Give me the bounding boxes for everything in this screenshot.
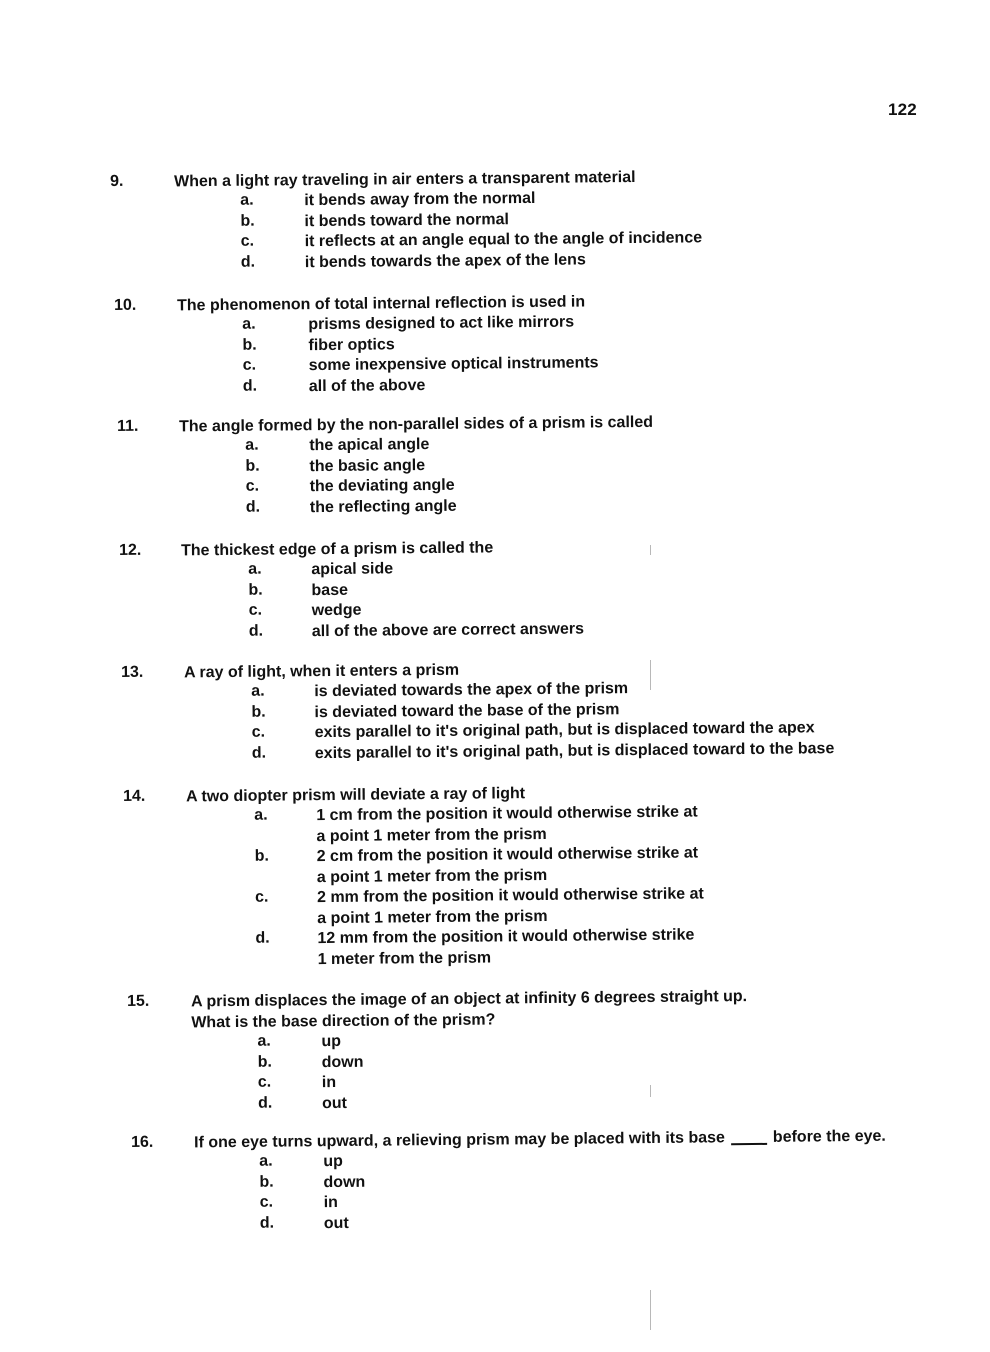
- option-text: it bends toward the normal: [304, 210, 510, 230]
- question-text: The angle formed by the non-parallel sides of a prism is called: [179, 413, 654, 436]
- option-letter: a.: [257, 1032, 271, 1050]
- option-letter: c.: [245, 477, 260, 495]
- option-text: base: [311, 581, 349, 599]
- question-number: 10.: [114, 296, 137, 314]
- option-text: all of the above are correct answers: [311, 620, 585, 640]
- question-15: [127, 985, 987, 1112]
- option-text: 1 cm from the position it would otherwise strike at: [316, 803, 698, 825]
- option-letter: b.: [248, 581, 263, 599]
- option-letter: b.: [251, 703, 266, 721]
- option-text: out: [321, 1094, 348, 1112]
- question-number: 13.: [121, 663, 144, 681]
- option-letter: c.: [254, 888, 269, 906]
- option-letter: d.: [251, 744, 267, 762]
- option-text: in: [321, 1073, 337, 1092]
- option-text: is deviated toward the base of the prism: [314, 700, 620, 721]
- option-letter: c.: [257, 1073, 272, 1091]
- question-number: 12.: [119, 541, 142, 559]
- question-text: A prism displaces the image of an object at infinity 6 degrees straight up.: [191, 988, 748, 1011]
- question-text: A ray of light, when it enters a prism: [184, 661, 460, 682]
- question-number: 14.: [123, 787, 146, 805]
- option-letter: a.: [259, 1152, 273, 1170]
- scan-speck: [650, 545, 651, 555]
- option-text: 2 cm from the position it would otherwise strike at: [316, 844, 699, 866]
- option-letter: d.: [248, 622, 264, 640]
- option-text-continued: a point 1 meter from the prism: [316, 825, 547, 845]
- option-text: 2 mm from the position it would otherwise strike at: [316, 885, 704, 907]
- option-text: is deviated towards the apex of the prism: [314, 680, 629, 701]
- option-letter: c.: [242, 356, 257, 374]
- option-text: the basic angle: [309, 456, 426, 475]
- question-9: [110, 165, 970, 271]
- question-number: 11.: [117, 417, 139, 435]
- option-text: the reflecting angle: [309, 497, 457, 516]
- option-text: up: [321, 1032, 342, 1051]
- option-letter: d.: [257, 1094, 273, 1112]
- option-text: in: [323, 1194, 338, 1212]
- option-text: down: [323, 1173, 366, 1191]
- option-letter: a.: [240, 191, 254, 209]
- option-text: wedge: [311, 601, 362, 620]
- option-letter: b.: [254, 847, 269, 865]
- question-14: [123, 780, 983, 968]
- scan-speck: [650, 1085, 651, 1097]
- option-text: fiber optics: [308, 335, 395, 354]
- question-text: When a light ray traveling in air enters a transparent material: [174, 168, 636, 191]
- option-letter: d.: [242, 377, 258, 395]
- question-13: [121, 656, 981, 762]
- option-letter: a.: [254, 806, 268, 824]
- question-text-after-blank: before the eye.: [772, 1127, 886, 1146]
- question-number: 16.: [131, 1133, 154, 1151]
- option-text: prisms designed to act like mirrors: [308, 313, 575, 334]
- option-text: the apical angle: [309, 436, 430, 455]
- option-letter: a.: [251, 682, 265, 700]
- option-text: 12 mm from the position it would otherwise strike: [317, 926, 695, 948]
- option-letter: d.: [240, 253, 256, 271]
- option-letter: d.: [245, 498, 261, 516]
- option-letter: b.: [242, 336, 257, 354]
- question-12: [119, 534, 979, 640]
- option-text: the deviating angle: [309, 476, 455, 496]
- option-letter: c.: [251, 723, 266, 741]
- option-text: some inexpensive optical instruments: [308, 354, 599, 375]
- question-text: A two diopter prism will deviate a ray of light: [186, 785, 526, 806]
- question-text-before-blank: If one eye turns upward, a relieving prism may be placed with its base: [194, 1129, 725, 1152]
- option-letter: c.: [248, 601, 263, 619]
- option-letter: b.: [240, 212, 255, 230]
- option-letter: a.: [242, 315, 256, 333]
- question-number: 15.: [127, 992, 150, 1010]
- option-text: exits parallel to it's original path, but is displaced toward to the base: [314, 739, 835, 762]
- option-text: all of the above: [308, 376, 426, 395]
- option-letter: c.: [259, 1193, 274, 1211]
- option-text-continued: a point 1 meter from the prism: [316, 866, 548, 886]
- option-text: exits parallel to it's original path, but is displaced toward the apex: [314, 719, 815, 742]
- scan-speck: [650, 1290, 651, 1330]
- option-text: up: [323, 1152, 343, 1171]
- question-number: 9.: [110, 172, 124, 190]
- option-letter: a.: [248, 560, 262, 578]
- option-text-continued: 1 meter from the prism: [317, 948, 492, 968]
- question-text-continued: What is the base direction of the prism?: [191, 1011, 496, 1032]
- option-letter: d.: [259, 1214, 275, 1232]
- answer-blank: [731, 1143, 767, 1145]
- question-text: The thickest edge of a prism is called the: [181, 539, 494, 560]
- scan-speck: [650, 660, 651, 690]
- question-text: The phenomenon of total internal reflection is used in: [177, 293, 586, 315]
- option-letter: d.: [255, 929, 270, 947]
- option-text: down: [321, 1053, 364, 1071]
- option-text-continued: a point 1 meter from the prism: [317, 907, 548, 927]
- option-letter: b.: [245, 457, 260, 475]
- page-number: 122: [888, 100, 917, 119]
- option-letter: c.: [240, 232, 255, 250]
- option-letter: b.: [259, 1173, 274, 1191]
- question-10: [114, 289, 974, 395]
- option-text: it bends away from the normal: [304, 189, 536, 210]
- option-text: it reflects at an angle equal to the angle of incidence: [304, 229, 703, 251]
- question-16: [131, 1126, 990, 1232]
- option-text: it bends towards the apex of the lens: [304, 250, 586, 271]
- option-letter: b.: [257, 1053, 272, 1071]
- question-11: [117, 410, 977, 516]
- option-text: out: [323, 1214, 349, 1232]
- question-text: [194, 1127, 886, 1154]
- option-letter: a.: [245, 436, 259, 454]
- option-text: apical side: [311, 560, 394, 579]
